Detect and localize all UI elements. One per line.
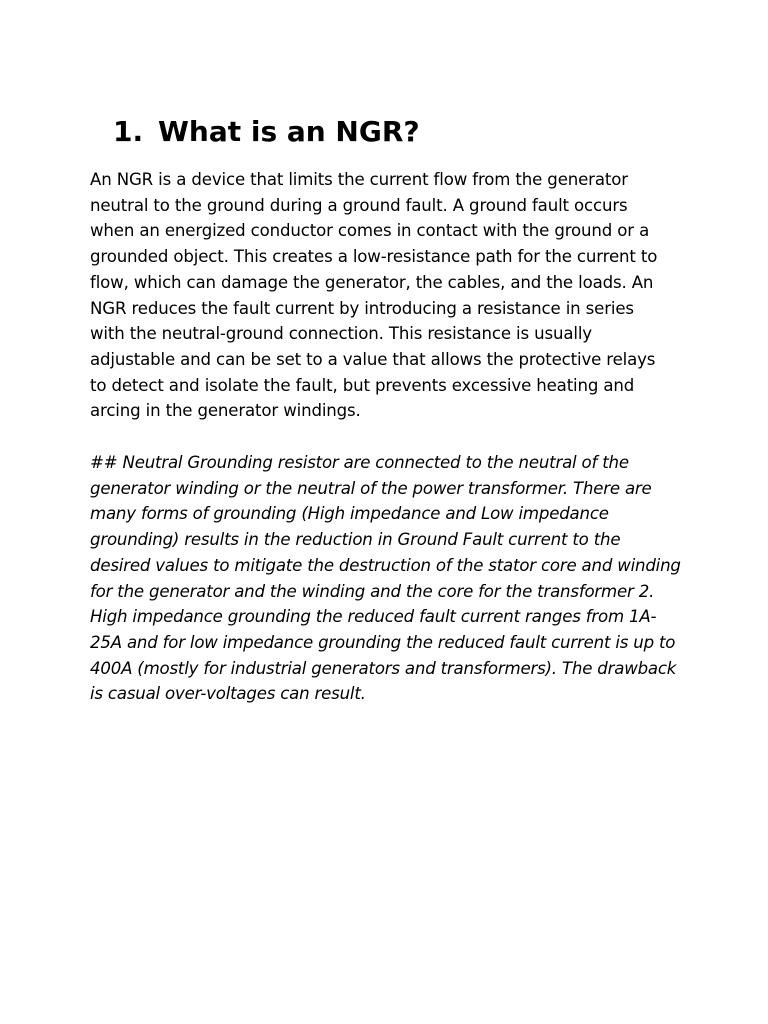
- paragraph-line: for the generator and the winding and the core for the transformer 2.: [90, 581, 655, 601]
- paragraph-line: desired values to mitigate the destruction of the stator core and winding: [90, 555, 681, 575]
- paragraph-ngr-definition: [90, 167, 690, 424]
- paragraph-line: 400A (mostly for industrial generators and transformers). The drawback: [90, 658, 677, 678]
- paragraph-line: arcing in the generator windings.: [90, 401, 361, 421]
- paragraph-line: An NGR is a device that limits the current flow from the generator: [90, 170, 628, 189]
- paragraph-line: ## Neutral Grounding resistor are connected to the neutral of the: [90, 453, 629, 472]
- paragraph-line: neutral to the ground during a ground fault. A ground fault occurs: [90, 195, 628, 215]
- paragraph-line: grounding) results in the reduction in Ground Fault current to the: [90, 530, 621, 550]
- paragraph-line: many forms of grounding (High impedance and Low impedance: [90, 504, 609, 524]
- paragraph-line: grounded object. This creates a low-resistance path for the current to: [90, 247, 658, 267]
- paragraph-line: High impedance grounding the reduced fault current ranges from 1A-: [90, 607, 657, 627]
- paragraph-line: to detect and isolate the fault, but prevents excessive heating and: [90, 375, 635, 395]
- paragraph-line: generator winding or the neutral of the power transformer. There are: [90, 478, 652, 498]
- paragraph-line: with the neutral-ground connection. This resistance is usually: [90, 324, 592, 344]
- section-heading: [113, 112, 420, 152]
- paragraph-line: is casual over-voltages can result.: [90, 684, 366, 704]
- heading-title: What is an NGR?: [158, 115, 420, 148]
- paragraph-grounding-note: [90, 450, 690, 707]
- paragraph-line: flow, which can damage the generator, the cables, and the loads. An: [90, 272, 654, 292]
- paragraph-line: when an energized conductor comes in contact with the ground or a: [90, 221, 650, 241]
- paragraph-line: adjustable and can be set to a value that allows the protective relays: [90, 349, 656, 369]
- heading-number: 1.: [113, 115, 144, 148]
- paragraph-line: 25A and for low impedance grounding the reduced fault current is up to: [90, 632, 676, 652]
- paragraph-line: NGR reduces the fault current by introducing a resistance in series: [90, 298, 634, 318]
